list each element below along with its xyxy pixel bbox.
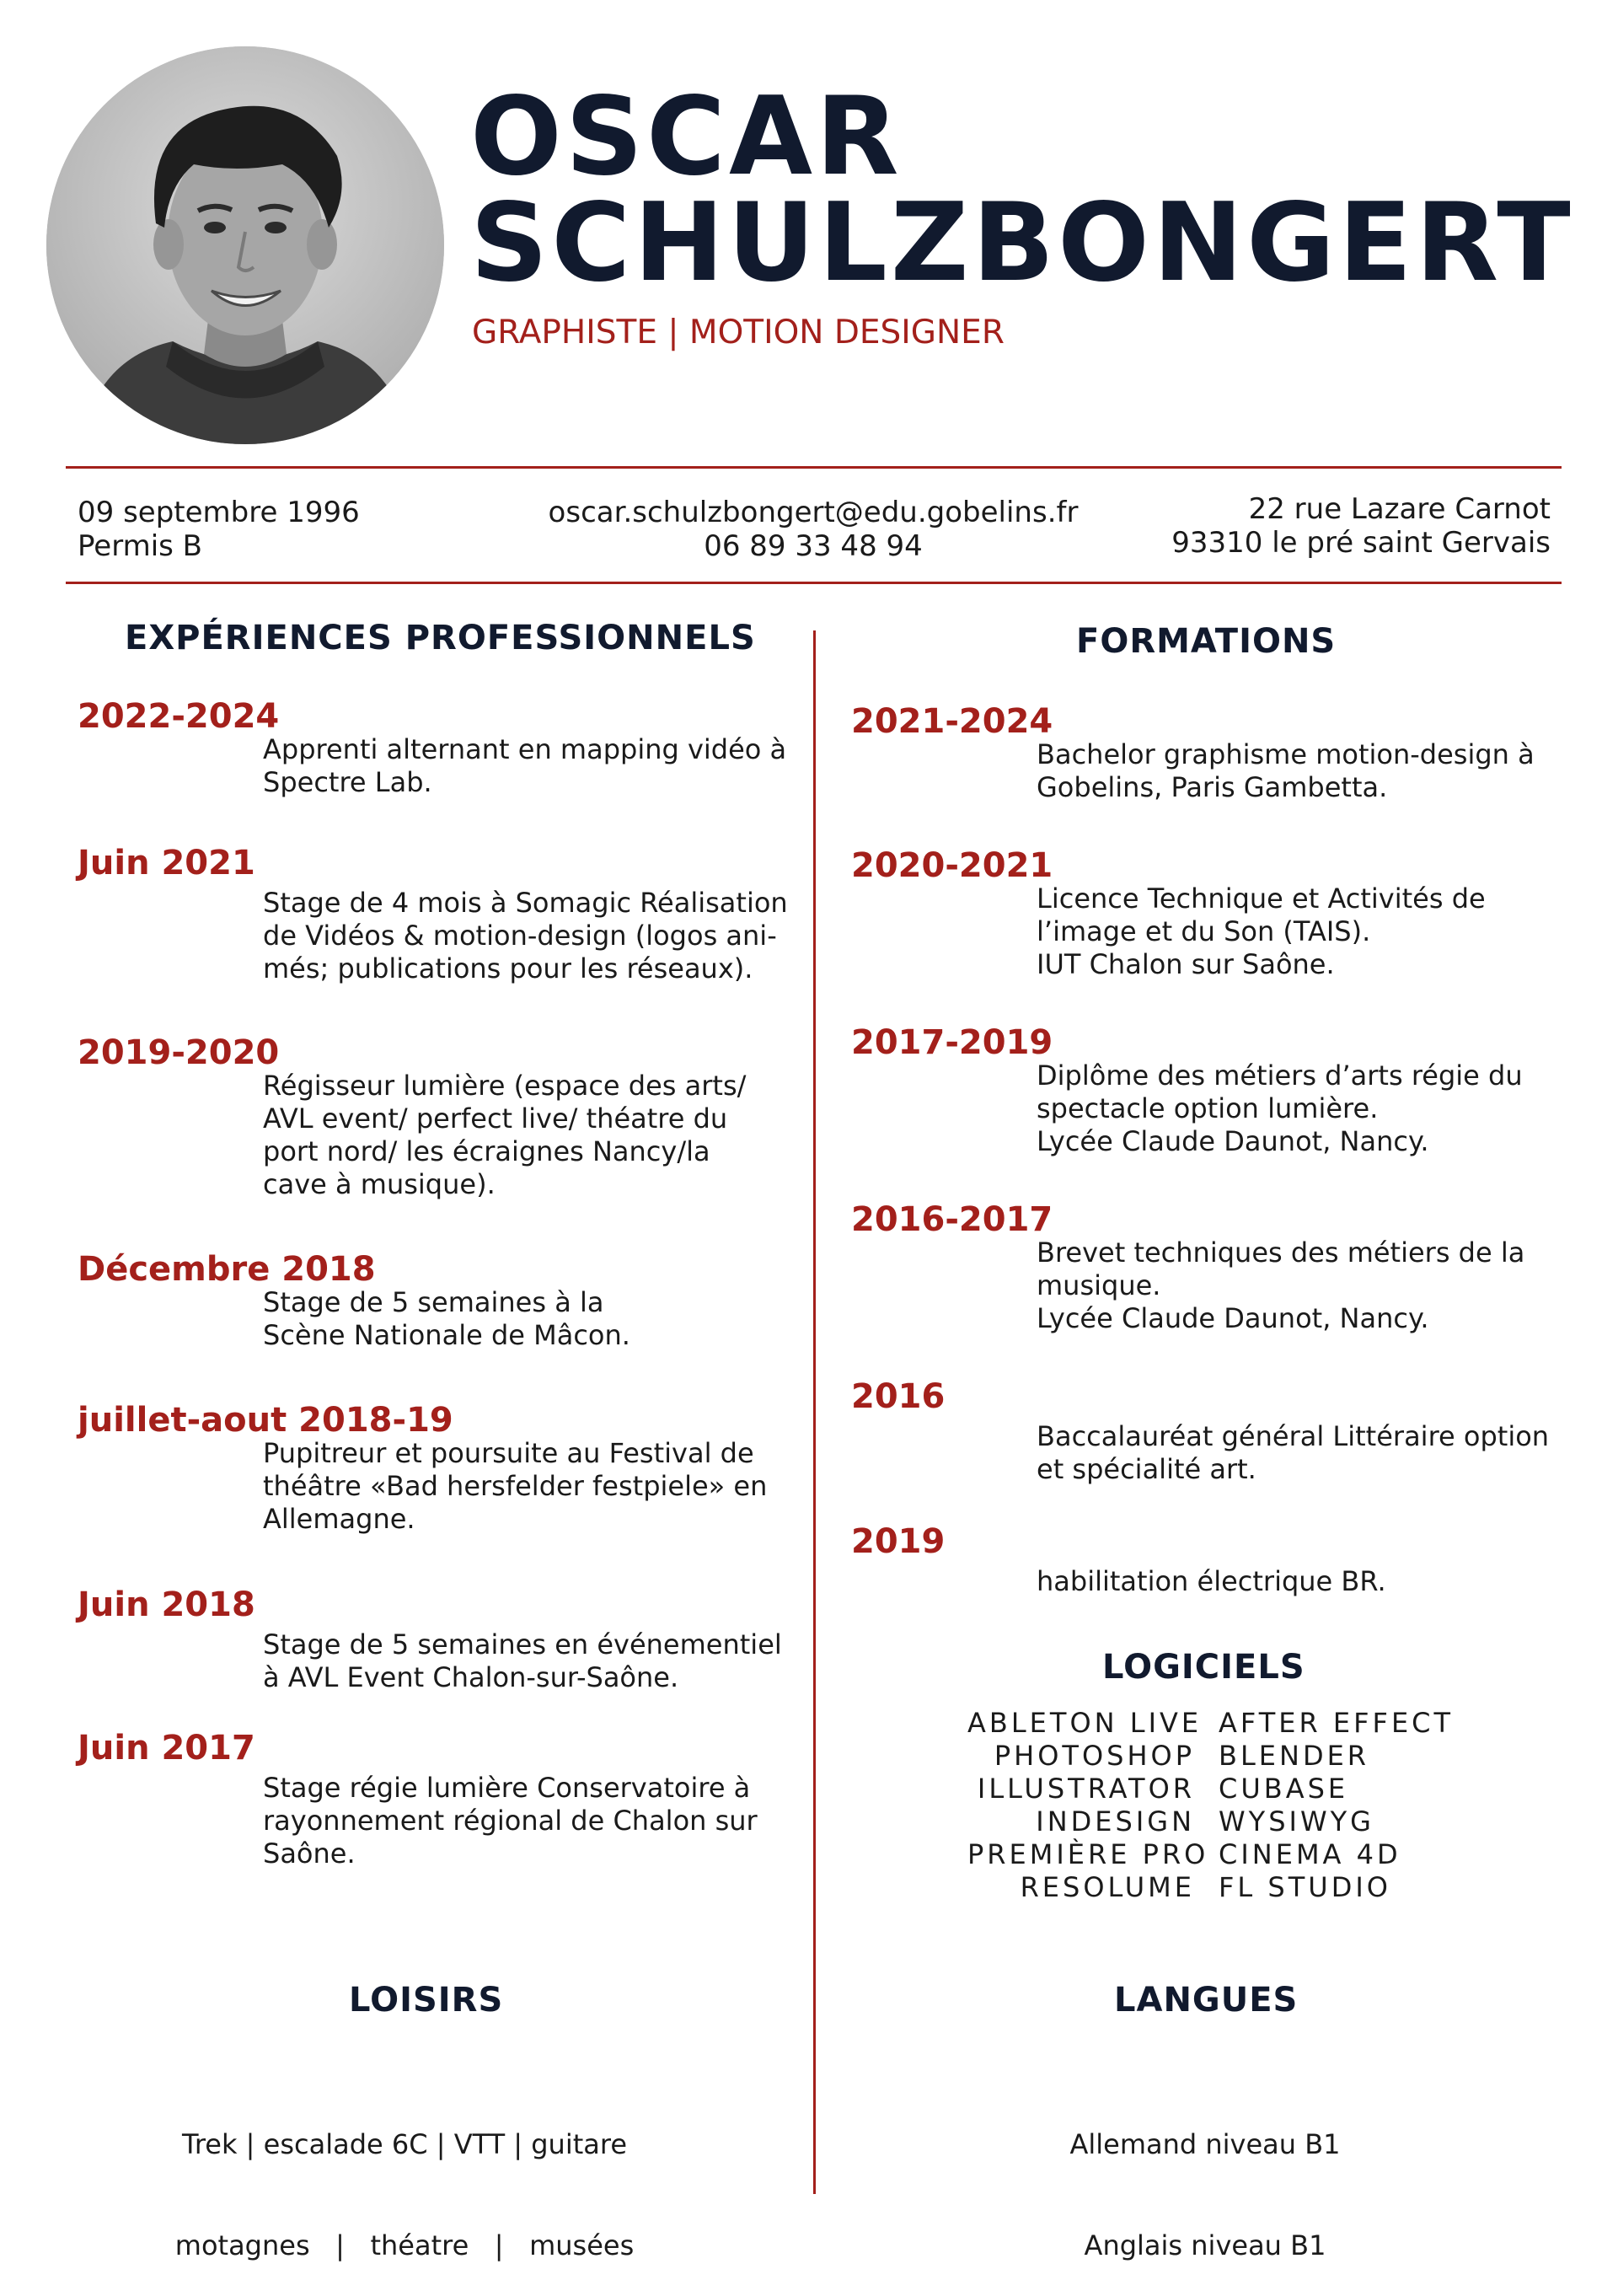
description-line: de Vidéos & motion-design (logos ani-	[263, 920, 777, 952]
description-line: habilitation électrique BR.	[1037, 1565, 1386, 1597]
contact-reach	[539, 496, 1087, 563]
description-line: cave à musique).	[263, 1168, 496, 1200]
experience-item	[78, 1728, 794, 1870]
experience-item	[78, 1249, 794, 1352]
formation-item	[851, 1199, 1551, 1335]
languages-list	[952, 2060, 1458, 2296]
experience-period: Juin 2021	[78, 844, 255, 882]
description-line: Lycée Claude Daunot, Nancy.	[1037, 1302, 1429, 1334]
hobbies-title: LOISIRS	[349, 1981, 504, 2020]
experience-period: Juin 2017	[78, 1729, 255, 1768]
description-line: Régisseur lumière (espace des arts/	[263, 1070, 747, 1102]
bottom-divider	[66, 582, 1562, 584]
profile-photo	[46, 46, 444, 444]
description-line: Stage de 4 mois à Somagic Réalisation	[263, 887, 788, 919]
software-item: INDESIGN	[1036, 1805, 1195, 1837]
formation-description	[1037, 1237, 1551, 1335]
experience-description	[263, 1070, 794, 1201]
software-item: WYSIWYG	[1219, 1805, 1374, 1837]
software-item: AFTER EFFECT	[1219, 1707, 1455, 1739]
formation-period: 2019	[851, 1522, 946, 1561]
software-item: RESOLUME	[1020, 1871, 1195, 1903]
experience-period: 2019-2020	[78, 1033, 280, 1072]
description-line: Lycée Claude Daunot, Nancy.	[1037, 1125, 1429, 1157]
description-line: Stage de 5 semaines en événementiel	[263, 1628, 782, 1660]
software-item: ILLUSTRATOR	[977, 1773, 1195, 1805]
software-item: CUBASE	[1219, 1773, 1349, 1805]
formation-period: 2017-2019	[851, 1023, 1053, 1062]
formation-item	[851, 701, 1551, 804]
experience-description	[263, 1628, 794, 1694]
experience-period: juillet-aout 2018-19	[78, 1401, 453, 1440]
formation-period: 2016	[851, 1377, 946, 1416]
experiences-title: EXPÉRIENCES PROFESSIONNELS	[125, 619, 756, 657]
column-divider	[813, 630, 816, 2194]
description-line: IUT Chalon sur Saône.	[1037, 948, 1335, 980]
languages-title: LANGUES	[1114, 1981, 1299, 2020]
experience-description	[263, 1286, 794, 1352]
formation-period: 2021-2024	[851, 702, 1053, 741]
last-name: SCHULZBONGERT	[470, 180, 1574, 306]
formation-description	[1037, 882, 1551, 981]
formation-description	[1037, 1059, 1551, 1158]
experience-item	[78, 1400, 794, 1536]
formations-title: FORMATIONS	[1076, 622, 1337, 661]
first-name: OSCAR	[470, 74, 903, 200]
description-line: Saône.	[263, 1837, 356, 1870]
address-city: 93310 le pré saint Gervais	[1171, 526, 1551, 560]
full-name	[470, 74, 1574, 306]
software-item: PREMIÈRE PRO	[967, 1838, 1209, 1870]
address-street: 22 rue Lazare Carnot	[1248, 492, 1551, 526]
description-line: Apprenti alternant en mapping vidéo à	[263, 733, 787, 765]
hobbies-list	[126, 2060, 683, 2296]
description-line: Scène Nationale de Mâcon.	[263, 1319, 630, 1351]
experience-description	[263, 733, 794, 799]
description-line: Baccalauréat général Littéraire option	[1037, 1420, 1550, 1452]
description-line: més; publications pour les réseaux).	[263, 952, 753, 984]
experience-description	[263, 887, 794, 985]
software-title: LOGICIELS	[1102, 1648, 1305, 1687]
birthdate: 09 septembre 1996	[78, 496, 360, 529]
description-line: Allemagne.	[263, 1503, 415, 1535]
software-column-right	[1219, 1707, 1454, 1904]
formation-item	[851, 1521, 1551, 1598]
description-line: Bachelor graphisme motion-design à	[1037, 738, 1535, 770]
description-line: Gobelins, Paris Gambetta.	[1037, 771, 1388, 803]
formation-item	[851, 1376, 1551, 1486]
experience-period: Juin 2018	[78, 1585, 255, 1624]
formation-item	[851, 1022, 1551, 1158]
description-line: AVL event/ perfect live/ théatre du	[263, 1102, 728, 1135]
formation-period: 2016-2017	[851, 1200, 1053, 1239]
experience-item	[78, 843, 794, 985]
top-divider	[66, 466, 1562, 469]
description-line: et spécialité art.	[1037, 1453, 1256, 1485]
experience-item	[78, 1033, 794, 1201]
description-line: Brevet techniques des métiers de la	[1037, 1237, 1525, 1269]
experience-period: Décembre 2018	[78, 1250, 376, 1289]
description-line: rayonnement régional de Chalon sur	[263, 1805, 758, 1837]
email[interactable]: oscar.schulzbongert@edu.gobelins.fr	[548, 496, 1079, 529]
phone[interactable]: 06 89 33 48 94	[704, 529, 923, 563]
job-title: GRAPHISTE | MOTION DESIGNER	[472, 314, 1005, 351]
language-item: Allemand niveau B1	[1069, 2128, 1341, 2160]
description-line: spectacle option lumière.	[1037, 1092, 1379, 1124]
formation-item	[851, 845, 1551, 981]
experience-item	[78, 696, 794, 799]
software-item: PHOTOSHOP	[994, 1740, 1195, 1772]
description-line: Stage régie lumière Conservatoire à	[263, 1772, 751, 1804]
contact-personal	[78, 496, 360, 563]
description-line: port nord/ les écraignes Nancy/la	[263, 1135, 710, 1167]
description-line: Spectre Lab.	[263, 766, 432, 798]
formation-description	[1037, 738, 1551, 804]
formation-description	[1037, 1565, 1551, 1598]
experience-item	[78, 1585, 794, 1694]
experience-description	[263, 1772, 794, 1870]
software-item: CINEMA 4D	[1219, 1838, 1401, 1870]
description-line: à AVL Event Chalon-sur-Saône.	[263, 1661, 679, 1693]
software-item: BLENDER	[1219, 1740, 1370, 1772]
formation-period: 2020-2021	[851, 846, 1053, 885]
experience-description	[263, 1437, 794, 1536]
description-line: Stage de 5 semaines à la	[263, 1286, 604, 1318]
driving-license: Permis B	[78, 529, 203, 563]
description-line: l’image et du Son (TAIS).	[1037, 915, 1371, 947]
formation-description	[1037, 1420, 1551, 1486]
language-item: Anglais niveau B1	[1084, 2229, 1326, 2261]
portrait-image	[46, 46, 444, 444]
description-line: Licence Technique et Activités de	[1037, 882, 1486, 915]
description-line: Pupitreur et poursuite au Festival de	[263, 1437, 754, 1469]
software-item: FL STUDIO	[1219, 1871, 1391, 1903]
description-line: théâtre «Bad hersfelder festpiele» en	[263, 1470, 768, 1502]
experience-period: 2022-2024	[78, 697, 280, 736]
description-line: Diplôme des métiers d’arts régie du	[1037, 1059, 1523, 1092]
description-line: musique.	[1037, 1269, 1161, 1301]
hobbies-line: motagnes | théatre | musées	[174, 2229, 635, 2261]
software-item: ABLETON LIVE	[967, 1707, 1203, 1739]
hobbies-line: Trek | escalade 6C | VTT | guitare	[181, 2128, 628, 2160]
software-column-left	[967, 1707, 1209, 1904]
contact-address	[1171, 492, 1551, 560]
